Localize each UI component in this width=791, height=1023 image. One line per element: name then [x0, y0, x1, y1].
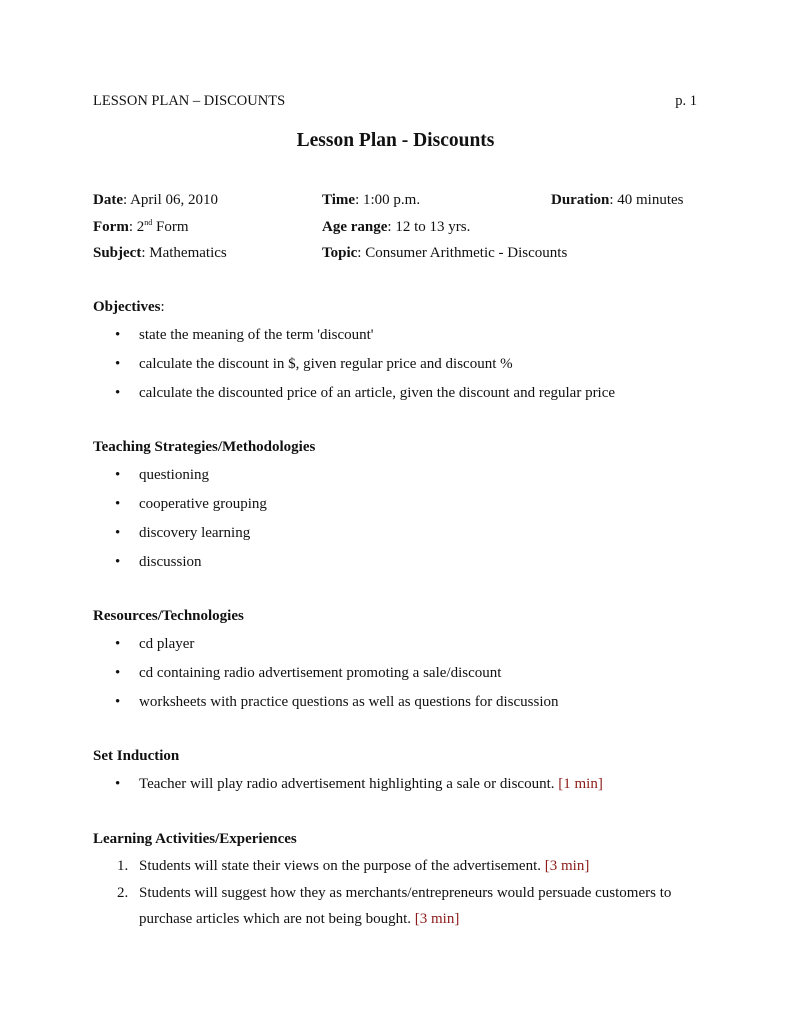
bullet-icon: •: [115, 636, 121, 652]
duration-label: Duration: [551, 192, 610, 208]
list-item: [93, 519, 713, 548]
timing-label: [1 min]: [558, 776, 603, 792]
form-label: Form: [93, 219, 129, 235]
strategies-section: [93, 439, 713, 577]
objectives-section: [93, 299, 713, 408]
duration-field: [551, 192, 684, 209]
set-induction-list: [93, 770, 713, 799]
bullet-icon: •: [115, 356, 121, 372]
running-header: [93, 93, 697, 110]
time-field: [322, 192, 420, 209]
list-item: [93, 659, 713, 688]
resources-section: [93, 608, 713, 717]
bullet-icon: •: [115, 385, 121, 401]
form-field: [93, 219, 189, 236]
list-item: [93, 379, 713, 408]
set-induction-section: [93, 748, 713, 799]
list-item-text: Students will state their views on the purpose of the advertisement.: [139, 858, 545, 874]
bullet-icon: •: [115, 776, 121, 792]
list-item: [93, 548, 713, 577]
info-row-2: [93, 219, 713, 239]
topic-field: [322, 245, 567, 262]
list-item: [93, 461, 713, 490]
topic-label: Topic: [322, 245, 358, 261]
date-field: [93, 192, 218, 209]
running-header-title: LESSON PLAN – DISCOUNTS: [93, 93, 286, 109]
list-item: [93, 688, 713, 717]
subject-label: Subject: [93, 245, 142, 261]
activities-heading: Learning Activities/Experiences: [93, 831, 297, 847]
info-row-3: [93, 245, 713, 265]
list-item: [93, 350, 713, 379]
list-item-text: cooperative grouping: [139, 496, 267, 512]
bullet-icon: •: [115, 327, 121, 343]
list-item-text-continued: purchase articles which are not being bought.: [139, 911, 415, 927]
objectives-heading-colon: :: [160, 299, 165, 315]
list-item-text: discovery learning: [139, 525, 251, 541]
list-item: [93, 630, 713, 659]
activities-section: [93, 831, 713, 933]
strategies-heading: Teaching Strategies/Methodologies: [93, 439, 316, 455]
list-item-text: questioning: [139, 467, 209, 483]
list-item: [93, 321, 713, 350]
topic-value: : Consumer Arithmetic - Discounts: [357, 245, 568, 261]
time-label: Time: [322, 192, 356, 208]
list-item-text: state the meaning of the term 'discount': [139, 327, 374, 343]
resources-heading: Resources/Technologies: [93, 608, 244, 624]
page-number: p. 1: [675, 93, 697, 109]
set-induction-heading: Set Induction: [93, 748, 180, 764]
activities-list: [93, 853, 713, 933]
date-label: Date: [93, 192, 123, 208]
list-item: [93, 853, 713, 880]
bullet-icon: •: [115, 496, 121, 512]
objectives-heading-text: Objectives: [93, 299, 161, 315]
list-item-text: worksheets with practice questions as well as questions for discussion: [139, 694, 559, 710]
age-range-field: [322, 219, 470, 236]
date-value: : April 06, 2010: [123, 192, 219, 208]
duration-value: : 40 minutes: [609, 192, 684, 208]
subject-value: : Mathematics: [141, 245, 227, 261]
subject-field: [93, 245, 227, 262]
list-item-number: 2.: [117, 884, 129, 901]
resources-list: [93, 630, 713, 717]
bullet-icon: •: [115, 694, 121, 710]
list-item: [93, 770, 713, 799]
time-value: : 1:00 p.m.: [355, 192, 421, 208]
bullet-icon: •: [115, 525, 121, 541]
bullet-icon: •: [115, 467, 121, 483]
document-title: Lesson Plan - Discounts: [296, 130, 495, 151]
bullet-icon: •: [115, 554, 121, 570]
timing-label: [3 min]: [414, 911, 460, 927]
form-value-ordinal: nd: [144, 218, 153, 227]
age-range-label: Age range: [322, 219, 388, 235]
list-item: [93, 490, 713, 519]
list-item-text: calculate the discount in $, given regular price and discount %: [139, 356, 513, 372]
info-row-1: [93, 192, 713, 212]
list-item-text: Teacher will play radio advertisement highlighting a sale or discount.: [139, 776, 559, 792]
age-range-value: : 12 to 13 yrs.: [387, 219, 471, 235]
list-item: [93, 880, 713, 933]
list-item-number: 1.: [117, 858, 129, 874]
list-item-text: cd player: [139, 636, 195, 652]
objectives-heading: [93, 299, 713, 319]
list-item-text: Students will suggest how they as merchants/entrepreneurs would persuade customers to: [139, 884, 672, 901]
timing-label: [3 min]: [544, 858, 590, 874]
form-value-suffix: Form: [152, 219, 189, 235]
bullet-icon: •: [115, 665, 121, 681]
strategies-list: [93, 461, 713, 577]
list-item-text: discussion: [139, 554, 202, 570]
objectives-list: [93, 321, 713, 408]
list-item-text: calculate the discounted price of an article, given the discount and regular price: [139, 385, 616, 401]
list-item-text: cd containing radio advertisement promoting a sale/discount: [139, 665, 502, 681]
form-value-number: : 2: [128, 219, 145, 235]
